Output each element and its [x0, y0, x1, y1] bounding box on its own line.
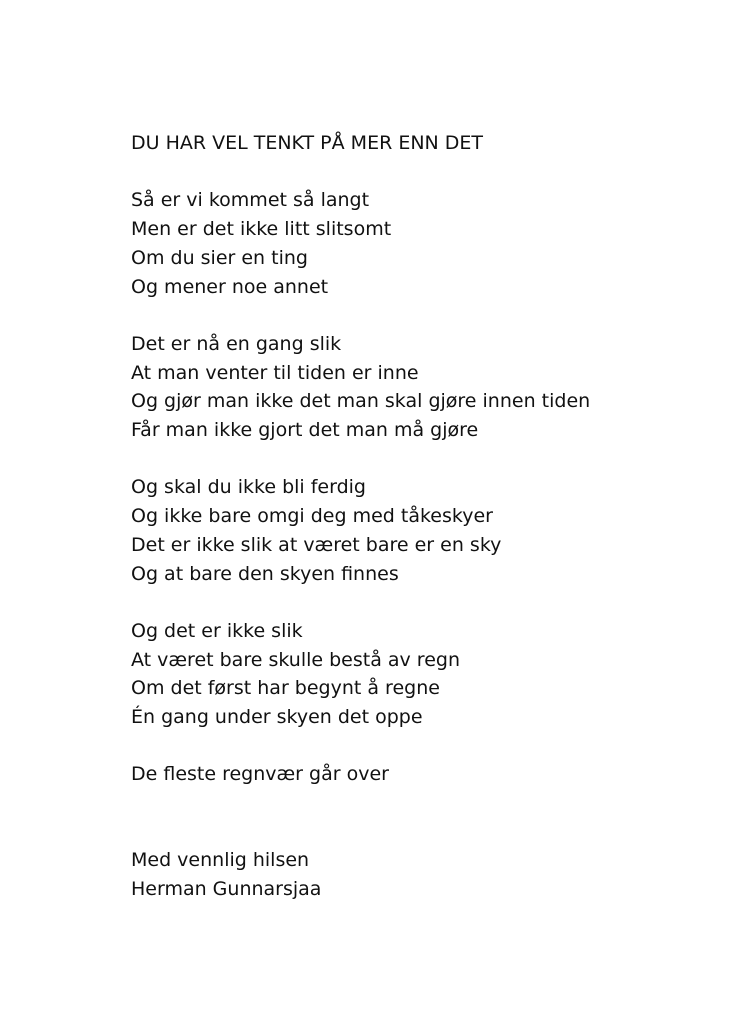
poem-line: Om det først har begynt å regne	[131, 677, 440, 700]
signature-closing: Med vennlig hilsen	[131, 849, 310, 872]
poem-line: Det er nå en gang slik	[131, 332, 342, 355]
poem-line: Så er vi kommet så langt	[131, 189, 370, 212]
signature-block	[131, 846, 721, 903]
poem-line: Og at bare den skyen finnes	[131, 562, 399, 585]
poem-line: Og ikke bare omgi deg med tåkeskyer	[131, 505, 493, 528]
poem-line: Og gjør man ikke det man skal gjøre innen tiden	[131, 390, 591, 413]
stanza-4	[131, 617, 721, 732]
signature-name: Herman Gunnarsjaa	[131, 878, 322, 901]
poem-line: Og mener noe annet	[131, 275, 329, 298]
poem-line: Får man ikke gjort det man må gjøre	[131, 419, 479, 441]
poem-title: DU HAR VEL TENKT PÅ MER ENN DET	[131, 132, 484, 154]
stanza-3	[131, 473, 721, 588]
poem	[131, 129, 721, 904]
stanza-2	[131, 330, 721, 445]
poem-line: Om du sier en ting	[131, 246, 308, 269]
poem-line: Det er ikke slik at været bare er en sky	[131, 533, 502, 556]
poem-line: At man venter til tiden er inne	[131, 361, 419, 384]
poem-line: Én gang under skyen det oppe	[131, 706, 423, 728]
poem-line: Og det er ikke slik	[131, 619, 303, 642]
stanza-1	[131, 186, 721, 301]
poem-line: De fleste regnvær går over	[131, 763, 389, 786]
poem-line: At været bare skulle bestå av regn	[131, 648, 460, 671]
poem-line: Og skal du ikke bli ferdig	[131, 476, 366, 499]
poem-line: Men er det ikke litt slitsomt	[131, 218, 392, 241]
stanza-5	[131, 760, 721, 789]
